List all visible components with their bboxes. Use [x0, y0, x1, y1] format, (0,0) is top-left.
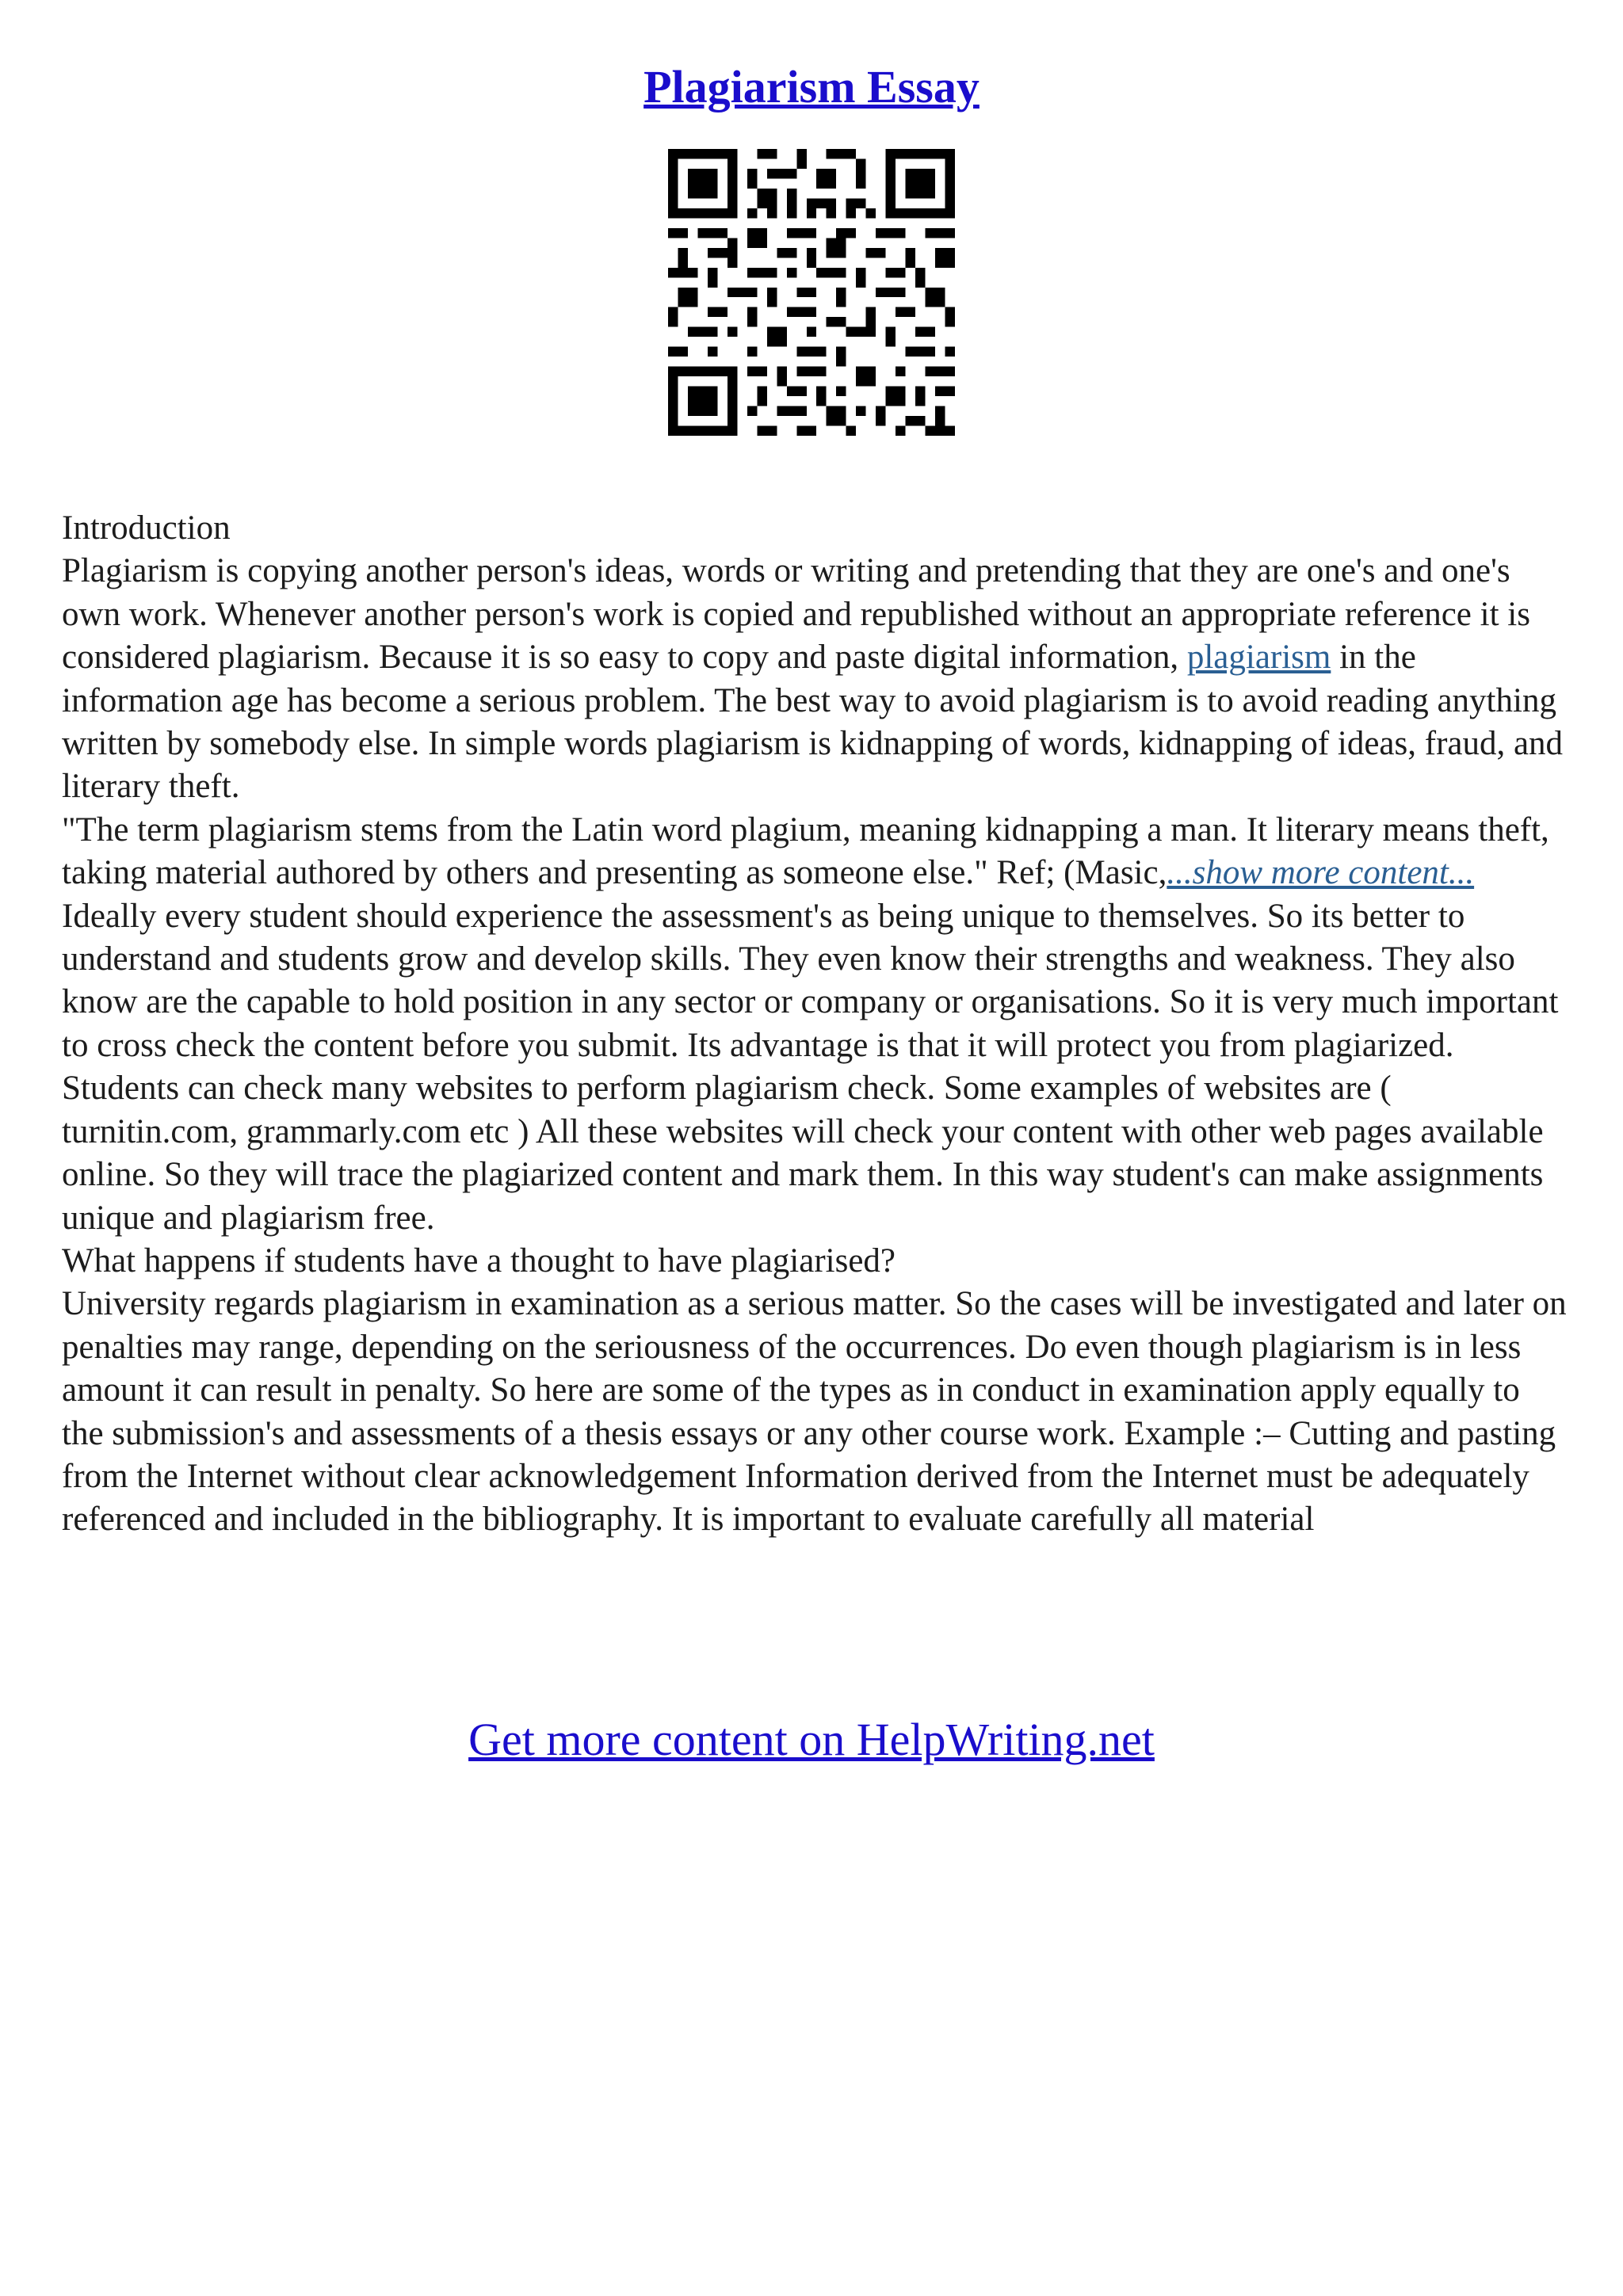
- paragraph-1-text-a: Plagiarism is copying another person's ideas, words or writing and pretending that they are one's and one's own work. Whenever another person's work is copied and republished without an appropriate reference it is considered plagiarism. Because it is so easy to copy and paste digital information,: [62, 552, 1530, 677]
- intro-heading: Introduction: [62, 509, 231, 547]
- paragraph-2: [62, 809, 1568, 895]
- show-more-link[interactable]: ...show more content...: [1167, 854, 1475, 892]
- paragraph-2-text: "The term plagiarism stems from the Latin word plagium, meaning kidnapping a man. It literary means theft, taking material authored by others and presenting as someone else." Ref; (Masic,: [62, 810, 1549, 892]
- footer-link[interactable]: Get more content on HelpWriting.net: [468, 1714, 1155, 1765]
- paragraph-1-text-b: in the information age has become a serious problem. The best way to avoid plagiarism is to avoid reading anything written by somebody else. In simple words plagiarism is kidnapping of words, kidnapping of ideas, fraud, and literary theft.: [62, 639, 1564, 806]
- essay-body: [62, 507, 1568, 1542]
- paragraph-5: University regards plagiarism in examination as a serious matter. So the cases will be investigated and later on penalties may range, depending on the seriousness of the occurrences. Do even though plagiarism is in less amount it can result in penalty. So here are some of the types as in conduct in examination apply equally to the submission's and assessments of a thesis essays or any other course work. Example :– Cutting and pasting from the Internet without clear acknowledgement Information derived from the Internet must be adequately referenced and included in the bibliography. It is important to evaluate carefully all material: [62, 1285, 1567, 1539]
- paragraph-4: What happens if students have a thought to have plagiarised?: [62, 1241, 896, 1280]
- paragraph-1: [62, 550, 1568, 808]
- paragraph-3: Ideally every student should experience the assessment's as being unique to themselves. So its better to understand and students grow and develop skills. They even know their strengths and weakness. They also know are the capable to hold position in any sector or company or organisations. So it is very much important to cross check the content before you submit. Its advantage is that it will protect you from plagiarized. Students can check many websites to perform plagiarism check. Some examples of websites are ( turnitin.com, grammarly.com etc ) All these websites will check your content with other web pages available online. So they will trace the plagiarized content and mark them. In this way student's can make assignments unique and plagiarism free.: [62, 897, 1559, 1237]
- qr-code-icon: [668, 149, 955, 436]
- page-title: [0, 55, 1623, 119]
- footer: [0, 1710, 1623, 1770]
- title-link[interactable]: Plagiarism Essay: [643, 61, 980, 113]
- plagiarism-link[interactable]: plagiarism: [1186, 639, 1331, 677]
